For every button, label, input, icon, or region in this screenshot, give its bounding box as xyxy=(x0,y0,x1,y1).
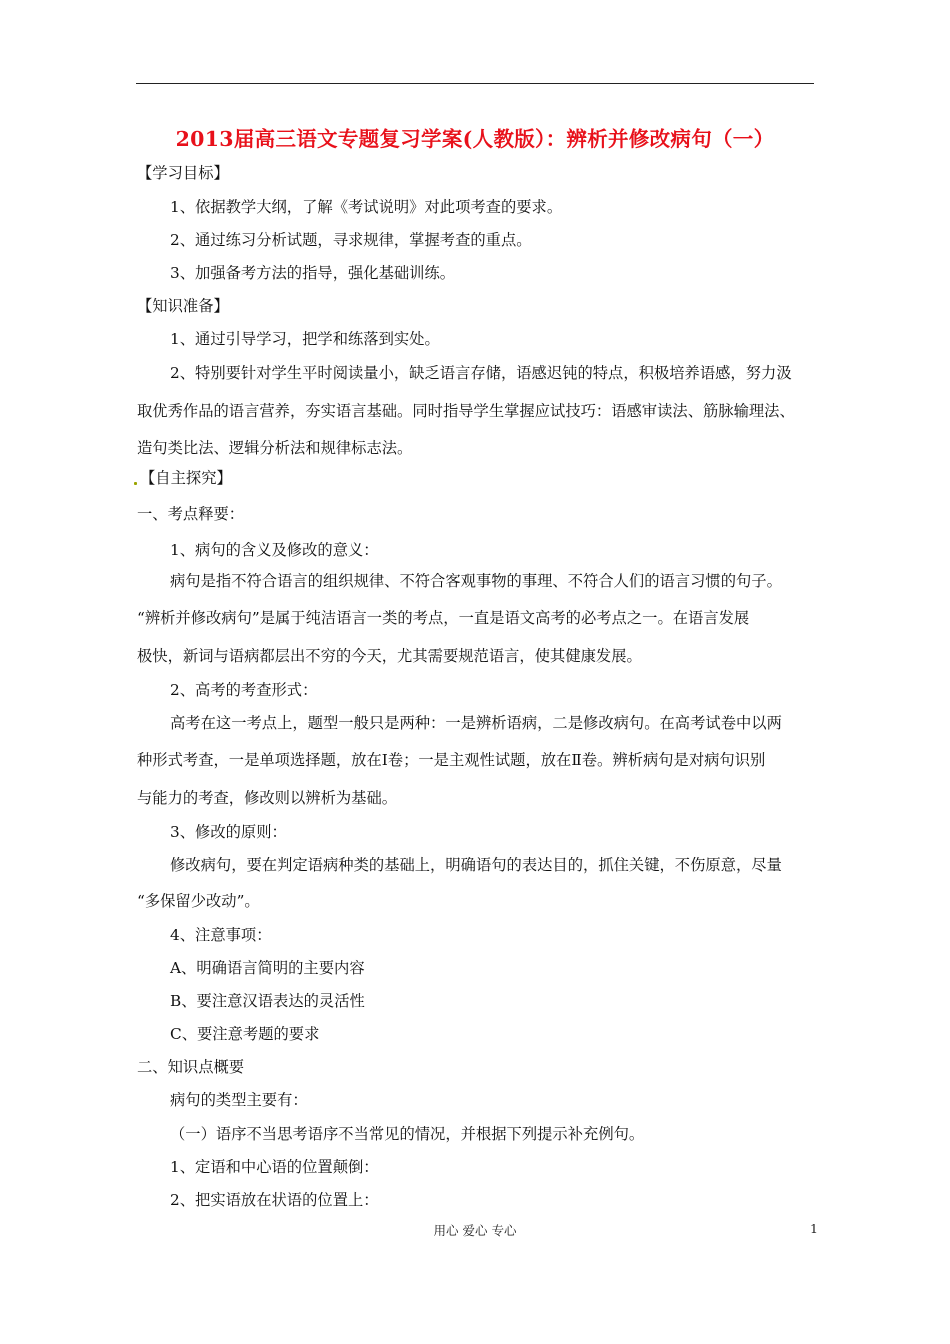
goal-item-2: 2、通过练习分析试题，寻求规律，掌握考查的重点。 xyxy=(170,231,532,249)
goals-heading: 【学习目标】 xyxy=(137,164,229,182)
part1-sub2-heading: 2、高考的考查形式： xyxy=(170,681,318,699)
part2-item-1: （一）语序不当思考语序不当常见的情况，并根据下列提示补充例句。 xyxy=(170,1125,645,1143)
part1-sub4-heading: 4、注意事项： xyxy=(170,926,272,944)
part2-sub-1: 1、定语和中心语的位置颠倒： xyxy=(170,1158,379,1176)
part1-sub2-line-1: 高考在这一考点上，题型一般只是两种：一是辨析语病，二是修改病句。在高考试卷中以两 xyxy=(170,714,782,732)
part1-sub4-item-b: B、要注意汉语表达的灵活性 xyxy=(170,992,365,1010)
part1-heading: 一、考点释要： xyxy=(137,505,245,523)
part1-sub3-heading: 3、修改的原则： xyxy=(170,823,287,841)
part1-sub1-line-2: “辨析并修改病句”是属于纯洁语言一类的考点，一直是语文高考的必考点之一。在语言发展 xyxy=(137,609,750,627)
part1-sub4-item-a: A、明确语言简明的主要内容 xyxy=(170,959,365,977)
goal-item-1: 1、依据教学大纲，了解《考试说明》对此项考查的要求。 xyxy=(170,198,563,216)
prep-item-2-line-3: 造句类比法、逻辑分析法和规律标志法。 xyxy=(137,439,413,457)
part2-sub-2: 2、把实语放在状语的位置上： xyxy=(170,1191,379,1209)
part1-sub1-heading: 1、病句的含义及修改的意义： xyxy=(170,541,379,559)
part1-sub3-line-2: “多保留少改动”。 xyxy=(137,892,260,910)
part2-intro: 病句的类型主要有： xyxy=(170,1091,308,1109)
page-footer: 用心 爱心 专心 xyxy=(433,1223,517,1238)
explore-heading: 【自主探究】 xyxy=(140,469,232,487)
prep-item-2-line-1: 2、特别要针对学生平时阅读量小，缺乏语言存储，语感迟钝的特点，积极培养语感，努力汲 xyxy=(170,364,792,382)
part1-sub3-line-1: 修改病句，要在判定语病种类的基础上，明确语句的表达目的，抓住关键，不伤原意，尽量 xyxy=(170,856,782,874)
header-rule xyxy=(136,83,814,84)
ink-mark xyxy=(134,482,137,485)
prep-item-2-line-2: 取优秀作品的语言营养，夯实语言基础。同时指导学生掌握应试技巧：语感审读法、筋脉输理法、 xyxy=(137,402,795,420)
prep-item-1: 1、通过引导学习，把学和练落到实处。 xyxy=(170,330,440,348)
part1-sub4-item-c: C、要注意考题的要求 xyxy=(170,1025,320,1043)
part1-sub2-line-3: 与能力的考查，修改则以辨析为基础。 xyxy=(137,789,398,807)
prep-heading: 【知识准备】 xyxy=(137,297,229,315)
part2-heading: 二、知识点概要 xyxy=(137,1058,245,1076)
part1-sub2-line-2: 种形式考查，一是单项选择题，放在Ⅰ卷；一是主观性试题，放在Ⅱ卷。辨析病句是对病句识别 xyxy=(137,751,766,769)
part1-sub1-line-3: 极快，新词与语病都层出不穷的今天，尤其需要规范语言，使其健康发展。 xyxy=(137,647,642,665)
goal-item-3: 3、加强备考方法的指导，强化基础训练。 xyxy=(170,264,456,282)
page-number: 1 xyxy=(810,1221,818,1236)
part1-sub1-line-1: 病句是指不符合语言的组织规律、不符合客观事物的事理、不符合人们的语言习惯的句子。 xyxy=(170,572,782,590)
document-title: 2013届高三语文专题复习学案(人教版）：辨析并修改病句（一） xyxy=(175,127,775,151)
